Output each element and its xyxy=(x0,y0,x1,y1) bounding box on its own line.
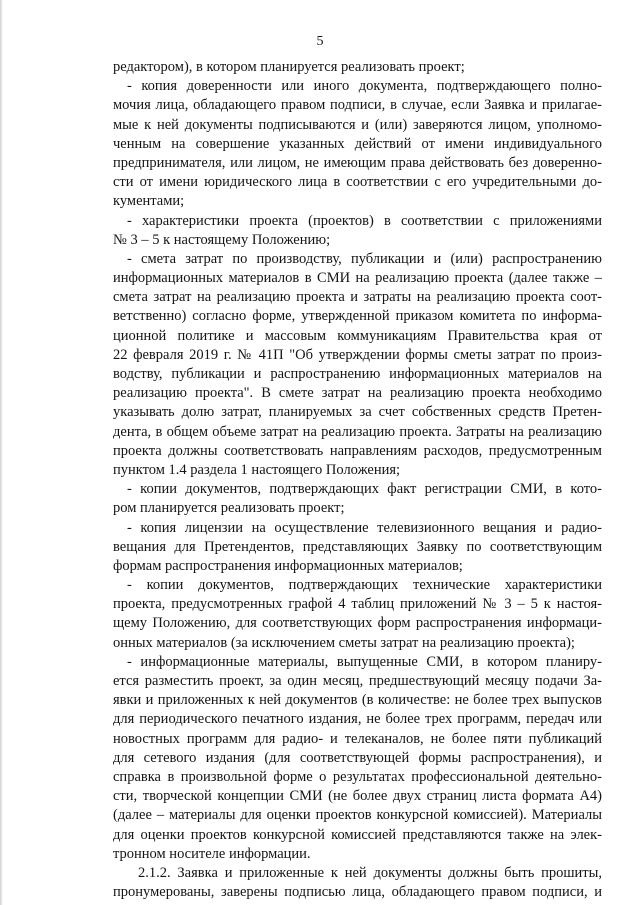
text-line: пунктом 1.4 раздела 1 настоящего Положения; xyxy=(113,461,401,478)
page-number: 5 xyxy=(316,34,324,49)
text-line: редактором), в котором планируется реализовать проект; xyxy=(113,59,465,75)
text-line: для сетевого издания (для соответствующей формы распространения), и xyxy=(113,749,602,766)
text-line: сти, творческой концепции СМИ (не более двух страниц листа формата А4) xyxy=(113,788,602,805)
text-line: ченным на совершение указанных действий от имени индивидуального xyxy=(113,135,602,152)
text-line: онных материалов (за исключением сметы затрат на реализацию проекта); xyxy=(113,634,575,651)
text-line: - информационные материалы, выпущенные СМИ, в котором планиру- xyxy=(127,653,602,670)
text-line: тронном носителе информации. xyxy=(113,845,311,862)
text-line: явки и приложенных к ней документов (в количестве: не более трех выпусков xyxy=(113,692,602,709)
text-line: проекта должны соответствовать направлениям расходов, предусмотренным xyxy=(113,442,602,459)
text-line: реализацию проекта". В смете затрат на реализацию проекта необходимо xyxy=(113,385,602,402)
text-line: предпринимателя, или лицом, не имеющим права действовать без доверенно- xyxy=(113,154,602,171)
text-line: дента, в общем объеме затрат на реализацию проекта. Затраты на реализацию xyxy=(113,423,602,440)
text-line: 22 февраля 2019 г. № 41П "Об утверждении формы сметы затрат по произ- xyxy=(113,346,602,363)
text-line: мые к ней документы подписываются и (или) заверяются лицом, уполномо- xyxy=(113,116,602,133)
text-line: - копии документов, подтверждающих факт регистрации СМИ, в кото- xyxy=(127,481,602,498)
text-line: водству, публикации и распространению информационных материалов на xyxy=(113,366,602,382)
text-line: формам распространения информационных материалов; xyxy=(113,557,463,574)
text-line: справка в произвольной форме о результатах профессиональной деятельно- xyxy=(113,768,602,785)
body-text xyxy=(113,58,602,902)
text-line: - копия доверенности или иного документа, подтверждающего полно- xyxy=(127,78,602,95)
text-line: 2.1.2. Заявка и приложенные к ней документы должны быть прошиты, xyxy=(138,864,602,881)
text-line: (далее – материалы для оценки проектов конкурсной комиссией). Материалы xyxy=(113,807,602,824)
text-line: кументами; xyxy=(113,193,185,210)
text-line: вещания для Претендентов, представляющих Заявку по соответствующим xyxy=(113,538,602,555)
text-line: - копии документов, подтверждающих технические характеристики xyxy=(127,577,602,594)
text-line: сти от имени юридического лица в соответствии с его учредительными до- xyxy=(113,174,602,191)
text-line: информационных материалов в СМИ на реализацию проекта (далее также – xyxy=(113,270,602,287)
text-line: ется разместить проект, за один месяц, предшествующий месяцу подачи За- xyxy=(113,673,602,689)
text-line: ветственно) согласно форме, утвержденной приказом комитета по информа- xyxy=(113,308,602,325)
text-line: проекта, предусмотренных графой 4 таблиц приложений № 3 – 5 к настоя- xyxy=(113,596,602,613)
text-line: щему Положению, для соответствующих форм распространения информаци- xyxy=(113,615,602,632)
text-line: для оценки проектов конкурсной комиссией представляются также на элек- xyxy=(113,826,602,843)
text-line: пронумерованы, заверены подписью лица, обладающего правом подписи, и xyxy=(113,884,602,901)
text-line: - копия лицензии на осуществление телевизионного вещания и радио- xyxy=(127,519,602,536)
text-line: - смета затрат по производству, публикации и (или) распространению xyxy=(127,250,602,267)
scan-edge-shadow xyxy=(0,0,3,905)
text-line: мочия лица, обладающего правом подписи, в случае, если Заявка и прилагае- xyxy=(113,97,602,114)
text-line: указывать долю затрат, планируемых за счет собственных средств Претен- xyxy=(113,404,602,421)
text-line: для периодического печатного издания, не более трех программ, передач или xyxy=(113,711,602,728)
text-line: смета затрат на реализацию проекта и затраты на реализацию проекта соот- xyxy=(113,289,602,306)
text-line: ционной политике и массовым коммуникациям Правительства края от xyxy=(113,327,602,344)
text-line: ром планируется реализовать проект; xyxy=(113,500,345,517)
text-line: новостных программ для радио- и телеканалов, не более пяти публикаций xyxy=(113,730,602,747)
text-line: - характеристики проекта (проектов) в соответствии с приложениями xyxy=(127,212,602,229)
text-line: № 3 – 5 к настоящему Положению; xyxy=(113,231,331,248)
